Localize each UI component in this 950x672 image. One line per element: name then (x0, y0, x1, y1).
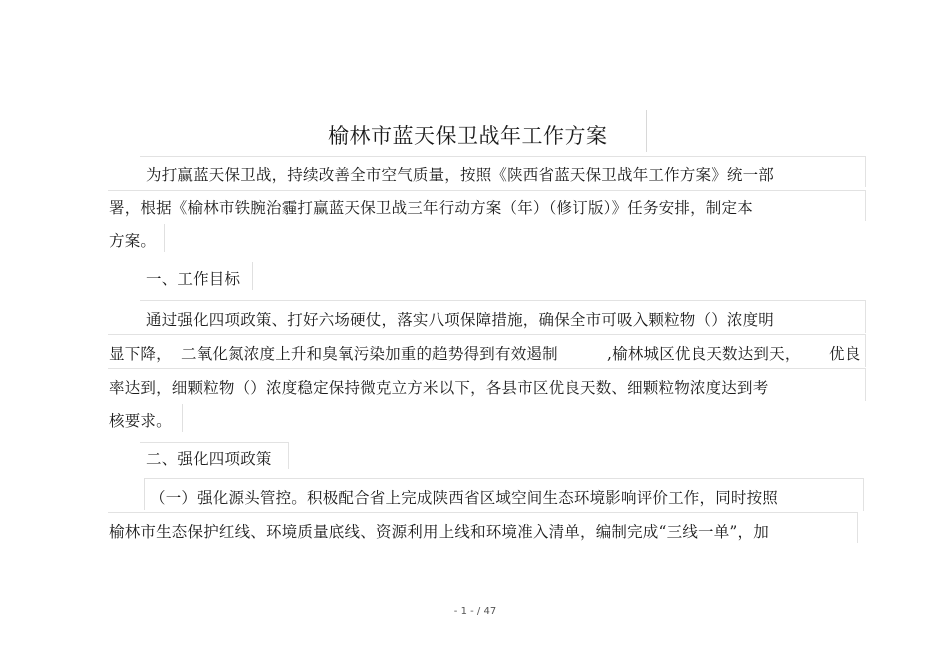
paragraph-line: 方案。 (109, 232, 157, 250)
section-heading: 二、强化四项政策 (146, 450, 272, 468)
paragraph-line: 核要求。 (109, 412, 172, 430)
section-heading: 一、工作目标 (146, 270, 241, 288)
paragraph-line: 署，根据《榆林市铁腕治霾打赢蓝天保卫战三年行动方案（年）（修订版）》任务安排，制定本 (109, 199, 753, 217)
paragraph-line: 二氧化氮浓度上升和臭氧污染加重的趋势得到有效遏制 (181, 345, 558, 363)
paragraph-line: 为打赢蓝天保卫战，持续改善全市空气质量，按照《陕西省蓝天保卫战年工作方案》统一部 (146, 166, 775, 184)
page-number: - 1 - / 47 (453, 606, 497, 617)
paragraph-line: （一）强化源头管控。积极配合省上完成陕西省区域空间生态环境影响评价工作，同时按照 (150, 489, 779, 507)
document-title: 榆林市蓝天保卫战年工作方案 (328, 124, 608, 148)
line-divider (182, 404, 183, 432)
paragraph-line: 榆林市生态保护红线、环境质量底线、资源利用上线和环境准入清单，编制完成“三线一单”，加 (109, 523, 769, 541)
title-divider (646, 110, 647, 152)
paragraph-line: 优良 (829, 345, 861, 363)
paragraph-line: 显下降， (109, 345, 172, 363)
line-divider (144, 478, 145, 510)
paragraph-line: ,榆林城区优良天数达到天， (607, 345, 801, 363)
paragraph-line: 通过强化四项政策、打好六场硬仗，落实八项保障措施，确保全市可吸入颗粒物（）浓度明 (146, 311, 775, 329)
line-divider (252, 262, 253, 290)
paragraph-line: 率达到，细颗粒物（）浓度稳定保持微克立方米以下，各县市区优良天数、细颗粒物浓度达到考 (109, 379, 769, 397)
line-divider (164, 224, 165, 252)
